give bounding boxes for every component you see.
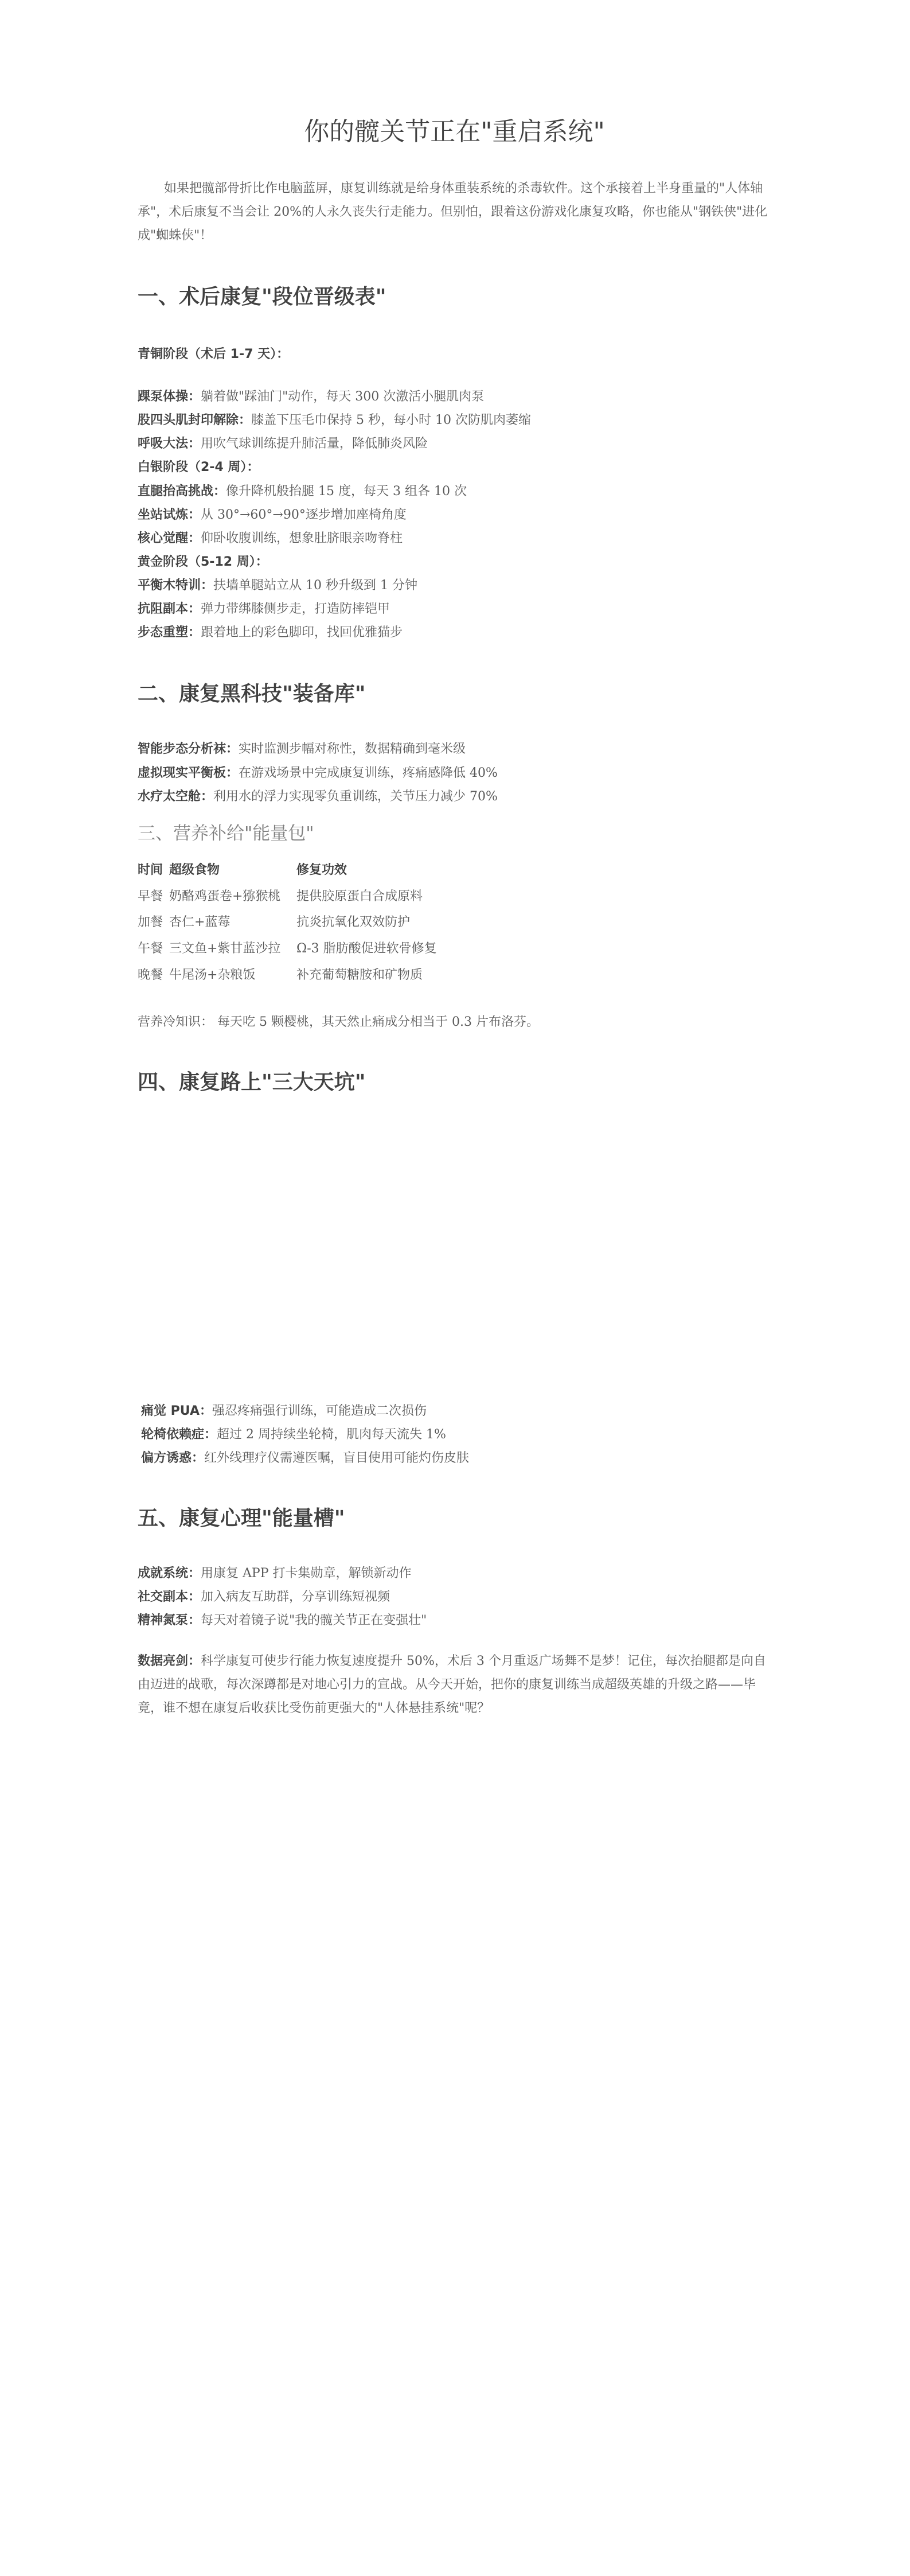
table-cell: 提供胶原蛋白合成原料	[296, 889, 423, 904]
table-cell: Ω-3 脂肪酸促进软骨修复	[296, 941, 437, 956]
table-cell: 奶酪鸡蛋卷+猕猴桃	[169, 889, 281, 904]
list-item: 社交副本：加入病友互助群，分享训练短视频	[138, 1590, 390, 1604]
bronze-stage-label: 青铜阶段（术后 1-7 天）：	[138, 347, 290, 361]
table-cell: 午餐	[138, 941, 163, 956]
section-2-heading: 二、康复黑科技"装备库"	[138, 682, 366, 706]
section-5-heading: 五、康复心理"能量槽"	[138, 1507, 345, 1530]
table-cell: 补充葡萄糖胺和矿物质	[296, 968, 423, 982]
intro-paragraph: 如果把髋部骨折比作电脑蓝屏，康复训练就是给身体重装系统的杀毒软件。这个承接着上半身重量的"人体轴承"，术后康复不当会让 20%的人永久丧失行走能力。但别怕，跟着这份游戏化康复攻略，你也能从"钢铁侠"进化成"蜘蛛侠"！	[138, 181, 768, 243]
list-item: 步态重塑：跟着地上的彩色脚印，找回优雅猫步	[138, 625, 403, 640]
list-item: 痛觉 PUA：强忍疼痛强行训练，可能造成二次损伤	[141, 1404, 427, 1418]
table-cell: 早餐	[138, 889, 163, 904]
list-item: 坐站试炼：从 30°→60°→90°逐步增加座椅角度	[138, 508, 407, 522]
list-item: 精神氮泵：每天对着镜子说"我的髋关节正在变强壮"	[138, 1613, 427, 1628]
list-item: 抗阻副本：弹力带绑膝侧步走，打造防摔铠甲	[138, 602, 390, 616]
list-item: 核心觉醒：仰卧收腹训练，想象肚脐眼亲吻脊柱	[138, 531, 403, 546]
section-3-heading: 三、营养补给"能量包"	[138, 823, 314, 844]
table-header: 修复功效	[296, 863, 347, 877]
nutrition-tip: 营养冷知识： 每天吃 5 颗樱桃，其天然止痛成分相当于 0.3 片布洛芬。	[138, 1015, 539, 1029]
section-4-heading: 四、康复路上"三大天坑"	[138, 1071, 366, 1094]
list-item: 轮椅依赖症：超过 2 周持续坐轮椅，肌肉每天流失 1%	[141, 1427, 446, 1442]
table-cell: 抗炎抗氧化双效防护	[296, 915, 411, 929]
list-item: 平衡木特训：扶墙单腿站立从 10 秒升级到 1 分钟	[138, 578, 417, 593]
table-cell: 三文鱼+紫甘蓝沙拉	[169, 941, 281, 956]
list-item: 水疗太空舱：利用水的浮力实现零负重训练，关节压力减少 70%	[138, 789, 498, 804]
list-item: 股四头肌封印解除：膝盖下压毛巾保持 5 秒，每小时 10 次防肌肉萎缩	[138, 413, 531, 427]
page-title: 你的髋关节正在"重启系统"	[304, 117, 605, 146]
closing-paragraph: 数据亮剑：科学康复可使步行能力恢复速度提升 50%，术后 3 个月重返广场舞不是梦！记住，每次抬腿都是向自由迈进的战歌，每次深蹲都是对地心引力的宣战。从今天开始，把你的康复训练当成超级英雄的升级之路——毕竟，谁不想在康复后收获比受伤前更强大的"人体悬挂系统"呢？	[138, 1654, 766, 1715]
list-item: 偏方诱惑：红外线理疗仪需遵医嘱，盲目使用可能灼伤皮肤	[141, 1451, 470, 1465]
table-header: 时间	[138, 863, 163, 877]
list-item: 呼吸大法：用吹气球训练提升肺活量，降低肺炎风险	[138, 437, 428, 451]
section-1-heading: 一、术后康复"段位晋级表"	[138, 285, 386, 309]
gold-stage-label: 黄金阶段（5-12 周）：	[138, 555, 268, 569]
list-item: 智能步态分析袜：实时监测步幅对称性，数据精确到毫米级	[138, 742, 466, 756]
list-item: 直腿抬高挑战：像升降机般抬腿 15 度，每天 3 组各 10 次	[138, 484, 467, 499]
list-item: 成就系统：用康复 APP 打卡集勋章，解锁新动作	[138, 1566, 412, 1581]
silver-stage-label: 白银阶段（2-4 周）：	[138, 460, 260, 474]
table-header: 超级食物	[169, 863, 220, 877]
list-item: 踝泵体操：躺着做"踩油门"动作，每天 300 次激活小腿肌肉泵	[138, 390, 485, 404]
table-cell: 加餐	[138, 915, 163, 929]
table-cell: 牛尾汤+杂粮饭	[169, 968, 256, 982]
list-item: 虚拟现实平衡板：在游戏场景中完成康复训练，疼痛感降低 40%	[138, 766, 498, 780]
table-cell: 晚餐	[138, 968, 163, 982]
table-cell: 杏仁+蓝莓	[169, 915, 231, 929]
